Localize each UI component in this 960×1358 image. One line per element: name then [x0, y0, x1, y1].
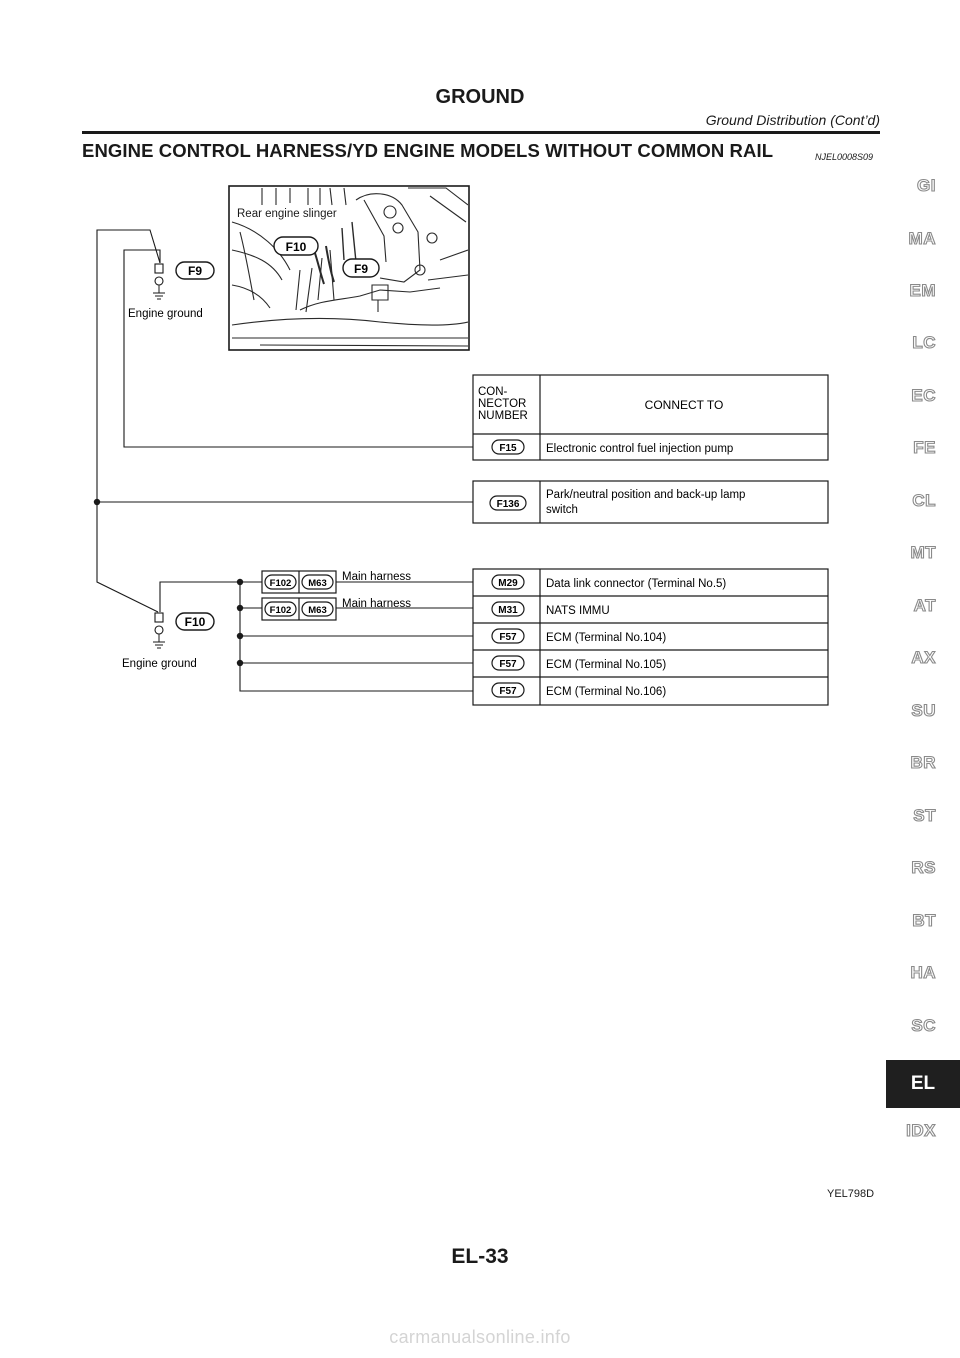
ground-f9 [128, 262, 214, 320]
figure-id: YEL798D [827, 1188, 875, 1200]
side-tab-ha[interactable]: HA [910, 963, 936, 982]
side-tab-mt[interactable]: MT [910, 543, 936, 562]
table-cell-connector: F57 [499, 686, 517, 697]
inline-connector-harness-label: Main harness [342, 571, 412, 583]
side-tab-at[interactable]: AT [913, 596, 936, 615]
side-tab-gi[interactable]: GI [917, 176, 936, 195]
inline-connector-right-label: M63 [308, 578, 327, 589]
connector-table-f10 [473, 569, 828, 705]
side-tab-em[interactable]: EM [909, 281, 936, 300]
side-tab-ec[interactable]: EC [911, 386, 936, 405]
table-cell-connect-to: NATS IMMU [546, 605, 610, 617]
table-cell-connect-to: Park/neutral position and back-up lamp [546, 489, 746, 501]
table-cell-connector: F15 [499, 443, 517, 454]
side-tab-el-active[interactable]: EL [886, 1060, 960, 1108]
table-cell-connect-to: ECM (Terminal No.105) [546, 659, 667, 671]
section-reference-code: NJEL0008S09 [815, 152, 874, 162]
engine-photo-illustration [229, 186, 469, 350]
side-tab-rs[interactable]: RS [911, 858, 936, 877]
side-tab-cl[interactable]: CL [912, 491, 936, 510]
photo-connector-label: F10 [285, 240, 307, 254]
section-side-tabs [884, 0, 960, 1200]
table-header-connector-number: NECTOR [478, 398, 527, 410]
table-cell-connector: F57 [499, 659, 517, 670]
ground-f10 [122, 613, 214, 670]
side-tab-idx[interactable]: IDX [906, 1121, 936, 1140]
page-header-subtitle: Ground Distribution (Cont’d) [705, 112, 880, 128]
table-cell-connect-to: Data link connector (Terminal No.5) [546, 578, 727, 590]
side-tab-br[interactable]: BR [910, 753, 936, 772]
side-tab-su[interactable]: SU [911, 701, 936, 720]
table-header-connect-to: CONNECT TO [644, 398, 724, 412]
inline-connector-harness-label: Main harness [342, 598, 412, 610]
table-cell-connect-to: switch [546, 504, 578, 516]
connector-label: F10 [184, 615, 206, 629]
inline-connector-left-label: F102 [269, 578, 292, 589]
ground-label: Engine ground [122, 658, 197, 670]
inline-connector-right-label: M63 [308, 605, 327, 616]
page-header-title: GROUND [435, 86, 525, 108]
photo-connector-label: F9 [353, 262, 369, 276]
table-cell-connector: M29 [498, 578, 518, 589]
section-title: ENGINE CONTROL HARNESS/YD ENGINE MODELS WITHOUT COMMON RAIL [82, 140, 774, 161]
connector-label: F9 [187, 264, 203, 278]
table-cell-connect-to: ECM (Terminal No.106) [546, 686, 667, 698]
side-tab-ma[interactable]: MA [908, 229, 936, 248]
table-header-connector-number: CON- [478, 386, 508, 398]
inline-connector-2 [262, 598, 411, 620]
side-tab-sc[interactable]: SC [911, 1016, 936, 1035]
side-tab-ax[interactable]: AX [911, 648, 936, 667]
connector-table-f136 [473, 481, 828, 523]
side-tab-fe[interactable]: FE [913, 438, 936, 457]
table-cell-connector: F136 [496, 499, 520, 510]
table-cell-connect-to: Electronic control fuel injection pump [546, 443, 734, 455]
side-tab-bt[interactable]: BT [912, 911, 936, 930]
ground-label: Engine ground [128, 308, 203, 320]
page-number: EL-33 [451, 1245, 509, 1268]
side-tab-st[interactable]: ST [913, 806, 936, 825]
table-header-connector-number: NUMBER [478, 410, 528, 422]
watermark-text: carmanualsonline.info [389, 1327, 571, 1347]
connector-table-f9 [473, 375, 828, 460]
table-cell-connect-to: ECM (Terminal No.104) [546, 632, 667, 644]
table-cell-connector: F57 [499, 632, 517, 643]
table-cell-connector: M31 [498, 605, 518, 616]
inline-connector-left-label: F102 [269, 605, 292, 616]
side-tab-lc[interactable]: LC [912, 333, 936, 352]
photo-label-rear-engine-slinger: Rear engine slinger [237, 208, 337, 220]
